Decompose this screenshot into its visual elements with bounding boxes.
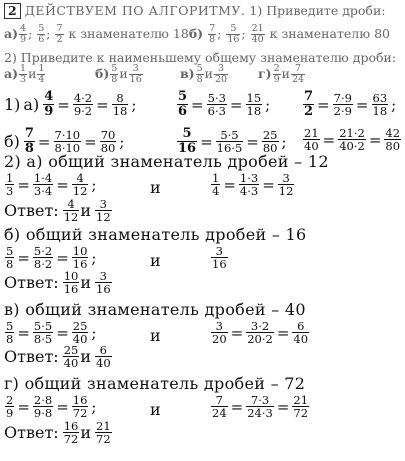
numerator: 7·3	[250, 393, 270, 407]
section-eq2	[210, 394, 310, 419]
denominator: 72	[63, 432, 79, 446]
denominator: 16	[63, 282, 79, 296]
numerator: 5	[196, 63, 203, 74]
semicolon: ;	[391, 95, 397, 114]
denominator: 4	[212, 184, 220, 198]
fraction-multiplied	[73, 92, 93, 117]
fraction-multiplied	[54, 129, 82, 154]
and-text: и	[150, 178, 161, 197]
fraction-multiplied	[33, 320, 53, 345]
numerator: 1·4	[33, 171, 53, 185]
part2-label: 2)	[4, 152, 22, 171]
pair-label: а)	[4, 66, 19, 81]
numerator: 5·5	[33, 319, 53, 333]
numerator: 3	[218, 63, 225, 74]
denominator: 20	[212, 332, 227, 346]
pair-1	[95, 64, 144, 85]
equals-sign: =	[322, 130, 336, 149]
fraction-result	[72, 172, 89, 197]
numerator: 3	[215, 319, 223, 333]
fraction-original	[211, 172, 220, 197]
equals-sign: =	[17, 397, 30, 416]
fraction-multiplied	[338, 127, 366, 152]
denominator: 8·5	[33, 332, 53, 346]
section-heading: б) общий знаменатель дробей – 16	[4, 225, 307, 244]
numerator: 5·5	[220, 128, 239, 142]
denominator: 16	[178, 141, 197, 156]
and-word: и	[281, 66, 290, 81]
denominator: 8	[24, 141, 34, 156]
numerator: 21	[96, 419, 111, 433]
denominator: 24	[212, 406, 227, 420]
equals-sign: =	[276, 323, 290, 342]
denominator: 40	[96, 356, 111, 370]
numerator: 5·3	[207, 91, 226, 105]
denominator: 72	[72, 406, 88, 420]
semicolon: ;	[281, 132, 287, 151]
numerator: 25	[262, 128, 278, 142]
denominator: 8·2	[33, 257, 53, 271]
task-b-text: к знаменателю 80	[269, 26, 390, 41]
equals-sign: =	[246, 132, 259, 151]
denominator: 9	[20, 34, 27, 45]
fraction-result	[112, 92, 129, 117]
pair-fraction	[110, 64, 118, 85]
numerator: 4·2	[73, 91, 93, 105]
equals-sign: =	[57, 95, 70, 114]
denominator: 8	[209, 34, 216, 45]
denominator: 20·2	[247, 332, 273, 346]
and-text: и	[80, 346, 91, 366]
denominator: 9	[44, 104, 54, 119]
equals-sign: =	[317, 95, 330, 114]
semicolon: ;	[91, 323, 97, 342]
fraction-original	[5, 245, 14, 270]
header-line-1	[4, 3, 385, 19]
numerator: 4	[67, 197, 75, 211]
numerator: 7	[294, 63, 302, 74]
numerator: 8	[116, 91, 124, 105]
equals-sign: =	[200, 132, 213, 151]
answer-line	[4, 420, 113, 445]
numerator: 3	[99, 269, 107, 283]
pair-fraction	[273, 64, 281, 85]
pair-fraction	[129, 64, 143, 85]
answer-line	[4, 198, 113, 223]
numerator: 16	[72, 393, 88, 407]
task-b-label: б)	[188, 26, 204, 41]
task-a-label: а)	[4, 26, 19, 41]
answer-label: Ответ:	[4, 200, 59, 220]
denominator: 20	[215, 74, 228, 85]
numerator: 1	[212, 171, 220, 185]
denominator: 9·8	[33, 406, 53, 420]
equals-sign: =	[56, 248, 69, 267]
fraction-original	[5, 320, 14, 345]
pair-3	[258, 64, 306, 85]
numerator: 3	[132, 63, 139, 74]
part1-a-eq3	[302, 90, 398, 119]
answer-fraction	[63, 420, 80, 445]
equals-sign: =	[276, 397, 290, 416]
fraction-multiplied	[333, 92, 353, 117]
part1-a-label: а)	[23, 94, 40, 114]
task-fraction	[37, 24, 45, 45]
task-fraction	[226, 24, 240, 45]
denominator: 3	[6, 184, 14, 198]
section-heading: в) общий знаменатель дробей – 40	[4, 300, 306, 319]
numerator: 7	[24, 126, 34, 141]
equals-sign: =	[96, 95, 109, 114]
denominator: 18	[246, 104, 262, 118]
numerator: 5	[178, 89, 188, 104]
fraction-result	[372, 92, 389, 117]
fraction-result	[72, 245, 89, 270]
pair-label: в)	[180, 66, 195, 81]
denominator: 40	[63, 356, 79, 370]
numerator: 7	[304, 89, 314, 104]
semicolon: ;	[265, 95, 271, 114]
task-fraction	[208, 24, 216, 45]
and-word	[150, 178, 161, 198]
fraction-original	[211, 245, 228, 270]
pair-0	[4, 64, 46, 85]
semicolon: ;	[91, 397, 97, 416]
equals-sign: =	[230, 323, 244, 342]
numerator: 7	[215, 393, 223, 407]
semicolon: ;	[119, 132, 125, 151]
pair-fraction	[196, 64, 204, 85]
denominator: 40	[304, 139, 319, 153]
numerator: 2·8	[33, 393, 53, 407]
denominator: 12	[278, 184, 294, 198]
section-eq2	[210, 320, 310, 345]
and-word	[150, 400, 161, 420]
denominator: 6	[38, 34, 45, 45]
fraction-original	[211, 394, 228, 419]
section-eq1	[4, 245, 98, 270]
answer-fraction	[95, 270, 112, 295]
pair-label: г)	[258, 66, 272, 81]
numerator: 2	[6, 393, 14, 407]
instruction-1: 1) Приведите дроби:	[249, 3, 386, 18]
fraction-result	[100, 129, 117, 154]
and-word: и	[204, 66, 213, 81]
denominator: 9·2	[73, 104, 93, 118]
section-heading: а) общий знаменатель дробей – 12	[26, 152, 329, 171]
fraction-multiplied	[207, 92, 227, 117]
pair-fraction	[37, 64, 45, 85]
denominator: 9	[6, 406, 14, 420]
answer-label: Ответ:	[4, 346, 59, 366]
denominator: 40	[293, 332, 309, 346]
numerator: 3	[215, 244, 223, 258]
section-title	[4, 374, 305, 393]
semicolon: ;	[131, 95, 137, 114]
denominator: 40·2	[339, 139, 365, 153]
numerator: 7·9	[333, 91, 352, 105]
equals-sign: =	[17, 248, 30, 267]
part1-label: 1)	[4, 94, 21, 114]
answer-label: Ответ:	[4, 272, 59, 292]
numerator: 25	[72, 319, 88, 333]
denominator: 2·9	[333, 104, 352, 118]
numerator: 21	[304, 126, 319, 140]
denominator: 16	[129, 74, 142, 85]
numerator: 10	[63, 269, 79, 283]
numerator: 6	[297, 319, 305, 333]
equals-sign: =	[223, 175, 236, 194]
numerator: 7·10	[54, 128, 81, 142]
numerator: 1	[38, 63, 45, 74]
fraction-original	[43, 90, 54, 119]
denominator: 18	[112, 104, 128, 118]
equals-sign: =	[37, 132, 51, 151]
denominator: 72	[293, 406, 309, 420]
numerator: 70	[100, 128, 116, 142]
section-eq1	[4, 394, 98, 419]
numerator: 5	[6, 319, 14, 333]
fraction-result	[72, 394, 89, 419]
equals-sign: =	[56, 397, 69, 416]
equals-sign: =	[368, 130, 382, 149]
task-title: ДЕЙСТВУЕМ ПО АЛГОРИТМУ.	[24, 3, 246, 18]
fraction-result	[292, 320, 309, 345]
numerator: 10	[72, 244, 88, 258]
numerator: 5	[182, 126, 192, 141]
task-number: 2	[4, 3, 21, 19]
fraction-result	[246, 92, 263, 117]
numerator: 7	[209, 23, 216, 34]
denominator: 8	[111, 74, 118, 85]
section-eq1	[4, 320, 98, 345]
denominator: 3	[20, 74, 27, 85]
and-text: и	[150, 400, 161, 419]
section-title	[4, 225, 306, 244]
equals-sign: =	[229, 95, 243, 114]
part1-a-eq1	[4, 90, 138, 119]
task-fraction	[19, 24, 27, 45]
equals-sign: =	[84, 132, 97, 151]
numerator: 3	[99, 197, 107, 211]
fraction-multiplied	[239, 172, 259, 197]
fraction-multiplied	[246, 320, 274, 345]
section-title	[4, 152, 329, 171]
numerator: 5	[6, 244, 14, 258]
header-line-2: а) $\frac{4}{9}$ ; $\frac{5}{6}$ ; $\frac{7}{2}$ к знаменателю 18б) $\frac{7}{8}$ ; $\frac{5}{16}$ ; $\frac{21}{40}$ к знаменателю 80	[4, 23, 390, 45]
denominator: 6·3	[207, 104, 226, 118]
fraction-original	[303, 127, 320, 152]
numerator: 42	[385, 126, 401, 140]
fraction-multiplied	[33, 172, 53, 197]
denominator: 8	[6, 257, 14, 271]
fraction-original	[5, 172, 14, 197]
section-heading: г) общий знаменатель дробей – 72	[4, 374, 306, 393]
denominator: 9	[273, 74, 280, 85]
numerator: 3·2	[250, 319, 270, 333]
denominator: 16	[227, 34, 240, 45]
denominator: 24	[291, 74, 305, 85]
answer-fraction	[95, 198, 112, 223]
denominator: 16·5	[216, 141, 243, 155]
numerator: 21	[251, 23, 264, 34]
numerator: 7	[56, 23, 63, 34]
numerator: 15	[246, 91, 262, 105]
denominator: 12	[63, 210, 79, 224]
fraction-result	[262, 129, 279, 154]
denominator: 16	[96, 282, 111, 296]
equals-sign: =	[56, 175, 69, 194]
pair-fraction	[19, 64, 27, 85]
section-title	[4, 300, 306, 319]
numerator: 21·2	[339, 126, 365, 140]
fraction-multiplied	[33, 245, 53, 270]
fraction-result	[384, 127, 401, 152]
and-text: и	[80, 200, 91, 220]
section-eq2	[210, 172, 295, 197]
numerator: 4	[20, 23, 27, 34]
denominator: 40	[72, 332, 88, 346]
denominator: 40	[251, 34, 264, 45]
answer-line	[4, 270, 113, 295]
denominator: 18	[372, 104, 388, 118]
numerator: 6	[99, 343, 107, 357]
answer-fraction	[95, 420, 112, 445]
task-fraction	[251, 24, 265, 45]
answer-fraction	[63, 270, 80, 295]
part1-a-eq2	[176, 90, 272, 119]
denominator: 16	[212, 257, 227, 271]
answer-label: Ответ:	[4, 422, 59, 442]
task-fraction	[55, 24, 63, 45]
and-text: и	[150, 326, 161, 345]
answer-fraction	[95, 344, 112, 369]
pair-2	[180, 64, 229, 85]
equals-sign: =	[355, 95, 369, 114]
numerator: 3	[282, 171, 290, 185]
fraction-result	[292, 394, 309, 419]
fraction-result	[278, 172, 295, 197]
pair-fraction	[214, 64, 228, 85]
equals-sign: =	[191, 95, 204, 114]
denominator: 24·3	[247, 406, 273, 420]
and-text: и	[150, 251, 161, 270]
numerator: 5	[111, 63, 118, 74]
fraction-original	[5, 394, 14, 419]
equals-sign: =	[230, 397, 244, 416]
numerator: 4	[76, 171, 84, 185]
fraction-multiplied	[246, 394, 274, 419]
and-word: и	[28, 66, 37, 81]
fraction-original	[177, 90, 188, 119]
numerator: 2	[273, 63, 280, 74]
denominator: 12	[72, 184, 88, 198]
denominator: 72	[96, 432, 111, 446]
numerator: 63	[372, 91, 388, 105]
numerator: 5	[38, 23, 45, 34]
answer-fraction	[63, 344, 80, 369]
fraction-multiplied	[216, 129, 244, 154]
equals-sign: =	[262, 175, 275, 194]
part1-b-label: б)	[4, 131, 20, 151]
denominator: 12	[96, 210, 111, 224]
numerator: 1	[20, 63, 27, 74]
denominator: 80	[262, 141, 278, 155]
denominator: 2	[304, 104, 314, 119]
denominator: 8	[6, 332, 14, 346]
fraction-multiplied	[33, 394, 53, 419]
denominator: 4·3	[239, 184, 259, 198]
section-eq2	[210, 245, 229, 270]
semicolon: ;	[91, 248, 97, 267]
fraction-result	[72, 320, 89, 345]
numerator: 21	[293, 393, 309, 407]
numerator: 5	[230, 23, 237, 34]
numerator: 1	[6, 171, 14, 185]
denominator: 8·10	[54, 141, 81, 155]
answer-line	[4, 344, 113, 369]
instruction-2-text: 2) Приведите к наименьшему общему знаменателю дроби:	[4, 50, 397, 65]
denominator: 6	[178, 104, 188, 119]
numerator: 16	[63, 419, 79, 433]
section-eq1	[4, 172, 98, 197]
denominator: 3·4	[33, 184, 53, 198]
denominator: 2	[56, 34, 63, 45]
numerator: 1·3	[239, 171, 259, 185]
fraction-original	[303, 90, 314, 119]
task-a-text: к знаменателю 18	[68, 26, 189, 41]
answer-fraction	[63, 198, 80, 223]
pair-fraction	[291, 64, 305, 85]
and-text: и	[80, 272, 91, 292]
and-word	[150, 251, 161, 271]
denominator: 8	[196, 74, 203, 85]
numerator: 25	[63, 343, 79, 357]
numerator: 4	[44, 89, 54, 104]
equals-sign: =	[17, 175, 30, 194]
denominator: 80	[100, 141, 116, 155]
denominator: 4	[38, 74, 45, 85]
numerator: 5·2	[33, 244, 53, 258]
pair-label: б)	[95, 66, 110, 81]
part1-b-eq3	[302, 127, 402, 152]
equals-sign: =	[17, 323, 30, 342]
semicolon: ;	[91, 175, 97, 194]
equals-sign: =	[56, 323, 69, 342]
denominator: 16	[72, 257, 88, 271]
and-word: и	[119, 66, 128, 81]
fraction-original	[211, 320, 228, 345]
and-word	[150, 326, 161, 346]
denominator: 80	[385, 139, 401, 153]
and-text: и	[80, 422, 91, 442]
